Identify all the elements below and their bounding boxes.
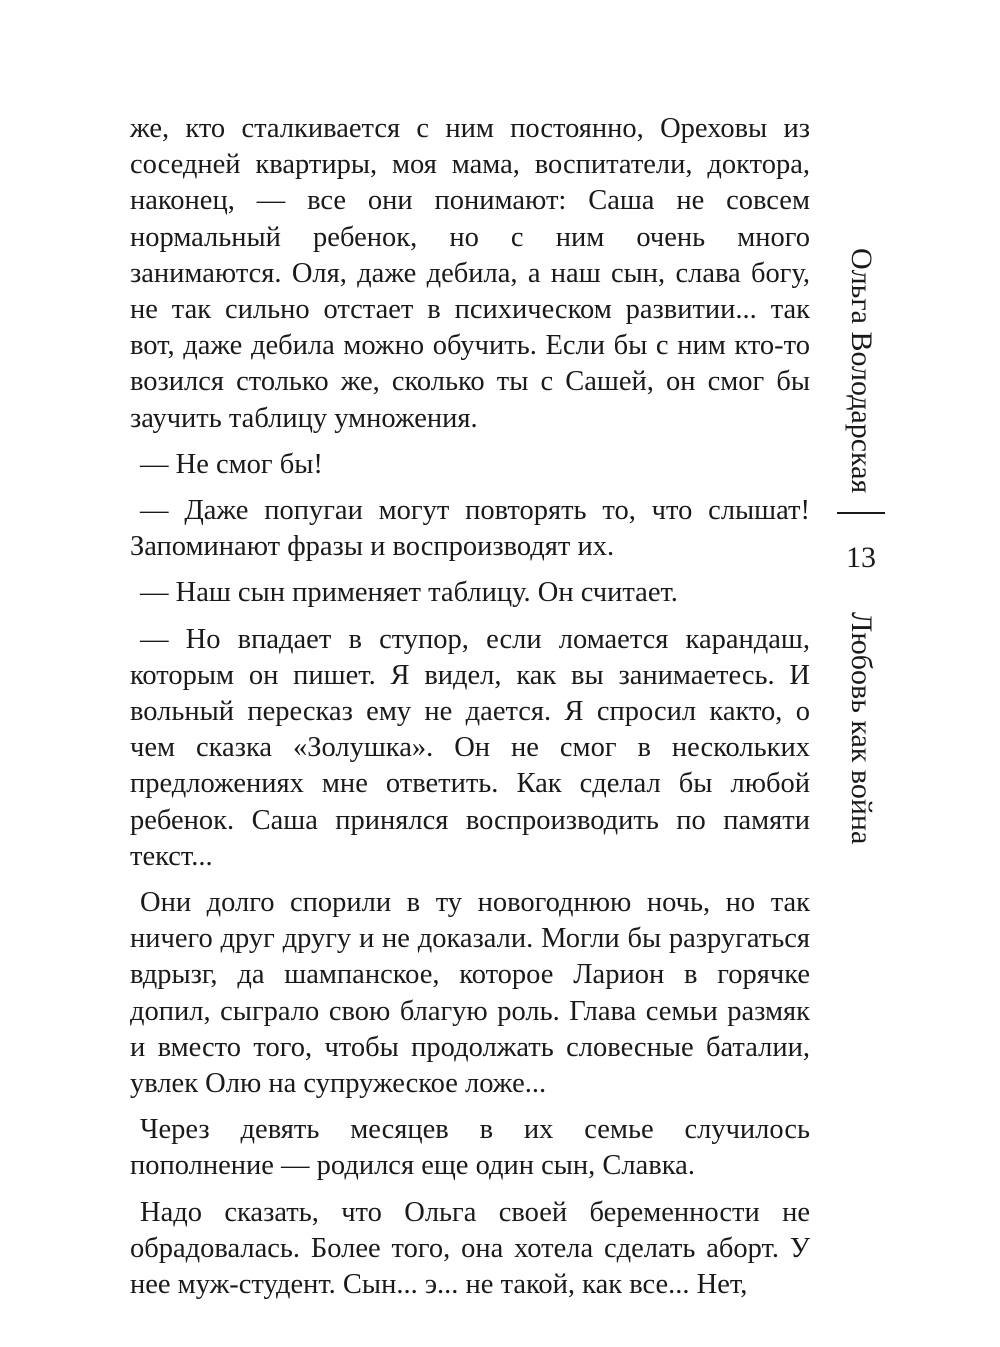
paragraph-8: Надо сказать, что Ольга своей беременности не обрадовалась. Более того, она хотела сделать аборт. У нее муж-студент. Сын... э... не такой, как все... Нет,: [130, 1196, 810, 1301]
running-head-rule: [837, 512, 885, 514]
page-number: 13: [846, 541, 876, 574]
paragraph-6: Они долго спорили в ту новогоднюю ночь, но так ничего друг другу и не доказали. Могли бы разругаться вдрызг, да шампанское, которое Ларион в горячке допил, сыграло свою благую роль. Глава семьи размяк и вместо того, чтобы продолжать словесные баталии, увлек Олю на супружеское ложе...: [130, 887, 810, 1100]
paragraph-2: — Не смог бы!: [140, 448, 323, 480]
running-head-author: Ольга Володарская: [845, 248, 878, 494]
paragraph-4: — Наш сын применяет таблицу. Он считает.: [140, 577, 678, 609]
running-head-title: Любовь как война: [845, 612, 878, 845]
paragraph-3: — Даже попугаи могут повторять то, что слышат! Запоминают фразы и воспроизводят их.: [130, 495, 810, 563]
paragraph-1: же, кто сталкивается с ним постоянно, Ореховы из соседней квартиры, моя мама, воспитатели, доктора, наконец, — все они понимают: Саша не совсем нормальный ребенок, но с ним очень много занимаются. Оля, даже дебила, а наш сын, слава богу, не так сильно отстает в психическом развитии... так вот, даже дебила можно обучить. Если бы с ним кто-то возился столько же, сколько ты с Сашей, он смог бы заучить таблицу умножения.: [130, 113, 810, 434]
paragraph-5: — Но впадает в ступор, если ломается карандаш, которым он пишет. Я видел, как вы занимаетесь. И вольный пересказ ему не дается. Я спросил както, о чем сказка «Золушка». Он не смог в нескольких предложениях мне ответить. Как сделал бы любой ребенок. Саша принялся воспроизводить по памяти текст...: [130, 623, 810, 872]
body-text: [130, 111, 810, 1303]
paragraph-7: Через девять месяцев в их семье случилось пополнение — родился еще один сын, Славка.: [130, 1114, 810, 1182]
